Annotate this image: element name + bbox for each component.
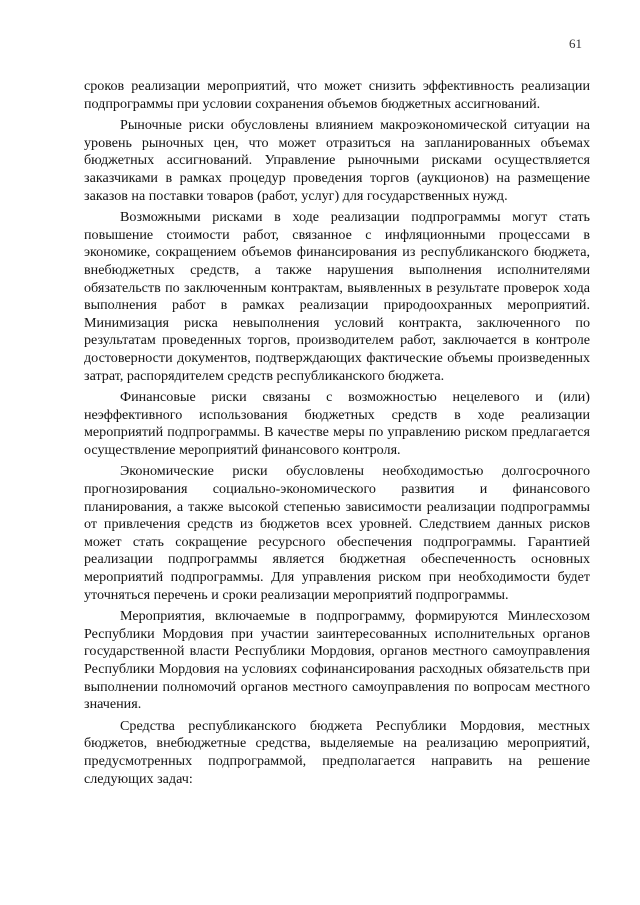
page-number: 61 xyxy=(569,36,582,51)
paragraph-possible-risks: Возможными рисками в ходе реализации подпрограммы могут стать повышение стоимости работ, связанное с инфляционными процессами в экономике, сокращением объемов финансирования из республиканского бюджета, внебюджетных средств, а также нарушения выполнения исполнителями обязательств по заключенным контрактам, выявленных в результате проверок хода выполнения работ в рамках реализации природоохранных мероприятий. Минимизация риска невыполнения условий контракта, заключенного по результатам проведенных торгов, производителем работ, заключается в контроле достоверности документов, подтверждающих фактические объемы произведенных затрат, распорядителем средств республиканского бюджета. xyxy=(84,209,590,384)
paragraph-funding: Средства республиканского бюджета Республики Мордовия, местных бюджетов, внебюджетные средства, выделяемые на реализацию мероприятий, предусмотренных подпрограммой, предполагается направить на решение следующих задач: xyxy=(84,717,590,787)
paragraph-market-risks: Рыночные риски обусловлены влиянием макроэкономической ситуации на уровень рыночных цен, что может отразиться на запланированных объемах бюджетных ассигнований. Управление рыночными рисками осуществляется заказчиками в рамках процедур проведения торгов (аукционов) на размещение заказов на поставки товаров (работ, услуг) для государственных нужд. xyxy=(84,117,590,204)
paragraph-financial-risks: Финансовые риски связаны с возможностью нецелевого и (или) неэффективного использования бюджетных средств в ходе реализации мероприятий подпрограммы. В качестве меры по управлению риском предлагается осуществление мероприятий финансового контроля. xyxy=(84,389,590,458)
document-body xyxy=(84,78,590,792)
paragraph-continuation: сроков реализации мероприятий, что может снизить эффективность реализации подпрограммы при условии сохранения объемов бюджетных ассигнований. xyxy=(84,78,590,112)
paragraph-economic-risks: Экономические риски обусловлены необходимостью долгосрочного прогнозирования социально-экономического развития и финансового планирования, а также высокой степенью зависимости реализации подпрограммы от привлечения средств из бюджетов всех уровней. Следствием данных рисков может стать сокращение ресурсного обеспечения подпрограммы. Гарантией реализации подпрограммы является бюджетная обеспеченность основных мероприятий подпрограммы. Для управления риском при необходимости будет уточняться перечень и сроки реализации мероприятий подпрограммы. xyxy=(84,463,590,603)
paragraph-measures: Мероприятия, включаемые в подпрограмму, формируются Минлесхозом Республики Мордовия при участии заинтересованных исполнительных органов государственной власти Республики Мордовия, органов местного самоуправления Республики Мордовия на условиях софинансирования расходных обязательств при выполнении полномочий органов местного самоуправления по вопросам местного значения. xyxy=(84,608,590,713)
